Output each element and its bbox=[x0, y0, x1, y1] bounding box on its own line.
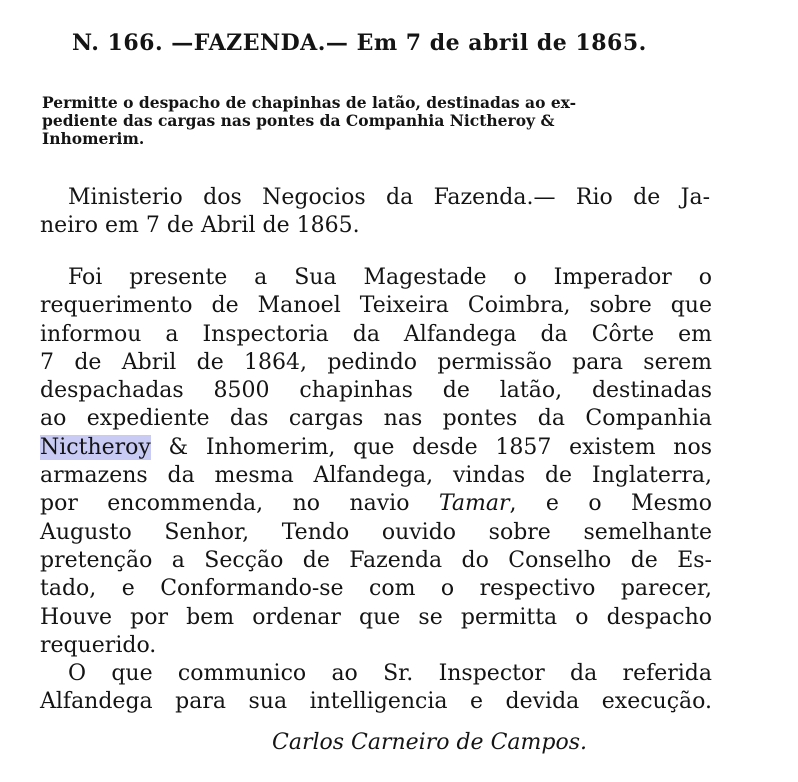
body-line-15: O que communico ao Sr. Inspector da referida bbox=[68, 661, 712, 687]
summary-block bbox=[42, 94, 576, 148]
body-line-4: 7 de Abril de 1864, pedindo permissão para serem bbox=[40, 349, 712, 375]
body-line-9-pre: por encommenda, no navio bbox=[40, 491, 439, 517]
body-line-1: Foi presente a Sua Magestade o Imperador o bbox=[68, 265, 712, 290]
body-line-7-rest: & Inhomerim, que desde 1857 existem nos bbox=[150, 434, 712, 460]
body-line-13: Houve por bem ordenar que se permitta o despacho bbox=[40, 604, 712, 630]
summary-line-2: pediente das cargas nas pontes da Companhia Nictheroy & bbox=[42, 111, 555, 130]
body-line-12: tado, e Conformando-se com o respectivo parecer, bbox=[40, 576, 712, 602]
summary-line-1: Permitte o despacho de chapinhas de latão, destinadas ao ex- bbox=[42, 93, 577, 112]
body-line-9-post: , e o Mesmo bbox=[509, 491, 712, 517]
body-line-5: despachadas 8500 chapinhas de latão, destinadas bbox=[40, 378, 712, 404]
body-line-8: armazens da mesma Alfandega, vindas de Inglaterra, bbox=[40, 463, 712, 489]
place-date-block bbox=[40, 184, 710, 240]
body-line-7 bbox=[40, 434, 712, 462]
body-line-6: ao expediente das cargas nas pontes da Companhia bbox=[40, 406, 712, 432]
body-line-9 bbox=[40, 490, 712, 518]
body-line-2: requerimento de Manoel Teixeira Coimbra, sobre que bbox=[40, 293, 712, 319]
place-date-line-2: neiro em 7 de Abril de 1865. bbox=[40, 213, 360, 238]
ship-name: Tamar bbox=[438, 491, 510, 517]
body-line-11: pretenção a Secção de Fazenda do Conselho de Es- bbox=[40, 547, 712, 573]
signature: Carlos Carneiro de Campos. bbox=[272, 730, 587, 755]
body-line-14: requerido. bbox=[40, 632, 157, 658]
body-text bbox=[40, 264, 712, 717]
body-line-16: Alfandega para sua intelligencia e devida execução. bbox=[40, 689, 712, 715]
summary-line-3: Inhomerim. bbox=[42, 129, 145, 148]
document-heading: N. 166. —FAZENDA.— Em 7 de abril de 1865. bbox=[72, 30, 647, 56]
highlighted-word: Nictheroy bbox=[40, 434, 151, 460]
body-line-10: Augusto Senhor, Tendo ouvido sobre semelhante bbox=[40, 519, 712, 545]
body-line-3: informou a Inspectoria da Alfandega da Côrte em bbox=[40, 321, 712, 347]
place-date-line-1: Ministerio dos Negocios da Fazenda.— Rio de Ja- bbox=[68, 185, 710, 210]
